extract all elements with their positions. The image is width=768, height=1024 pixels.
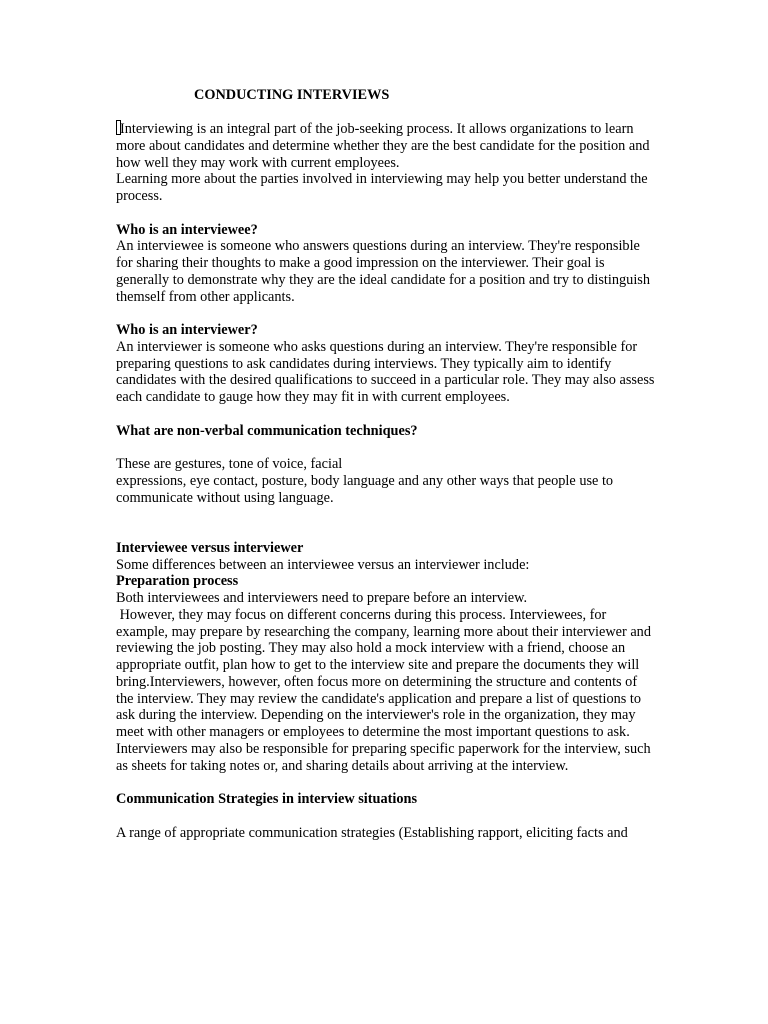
versus-paragraph: Some differences between an interviewee versus an interviewer include: [116,556,530,573]
spacer [116,439,656,456]
interviewee-paragraph: An interviewee is someone who answers questions during an interview. They're responsible for sharing their thoughts to make a good impression on the interviewer. Their goal is generally to demonstrate why they are the ideal candidate for a position and try to distinguish themself from other applicants. [116,238,650,305]
preparation-line-1: Both interviewees and interviewers need to prepare before an interview. [116,590,528,606]
spacer [116,774,656,791]
interviewer-paragraph: An interviewer is someone who asks questions during an interview. They're responsible for preparing questions to ask candidates during interviews. They typically aim to identify candidates with the desired qualifications to succeed in a particular role. They may also assess each candidate to gauge how they may fit in with current employees. [116,338,655,405]
versus-heading: Interviewee versus interviewer [116,539,304,556]
document-title: CONDUCTING INTERVIEWS [194,87,390,103]
spacer [116,305,656,322]
spacer [116,808,656,825]
preparation-paragraph: However, they may focus on different concerns during this process. Interviewees, for example, may prepare by researching the company, learning more about their interviewer and reviewing the job posting. They may also hold a mock interview with a friend, choose an appropriate outfit, plan how to get to the interview site and prepare the documents they will bring.Interviewers, however, often focus more on determining the structure and contents of the interview. They may review the candidate's application and prepare a list of questions to ask during the interview. Depending on the interviewer's role in the organization, they may meet with other managers or employees to determine the most important questions to ask. Interviewers may also be responsible for preparing specific paperwork for the interview, such as sheets for taking notes or, and sharing details about arriving at the interview. [116,606,655,774]
preparation-heading: Preparation process [116,573,239,590]
interviewer-heading: Who is an interviewer? [116,322,258,338]
nonverbal-paragraph: expressions, eye contact, posture, body language and any other ways that people use to communicate without using language. [116,472,614,506]
nonverbal-heading: What are non-verbal communication techniques? [116,422,418,439]
intro-text: Interviewing is an integral part of the job-seeking process. It allows organizations to learn more about candidates and determine whether they are the best candidate for the position and how well they may work with current employees. [116,121,650,171]
spacer [116,406,656,423]
spacer [116,205,656,222]
intro-paragraph [116,120,656,171]
intro-paragraph-2: Learning more about the parties involved in interviewing may help you better understand the process. [116,171,648,204]
document-body [116,87,656,841]
interviewee-heading: Who is an interviewee? [116,221,258,238]
nonverbal-line-1: These are gestures, tone of voice, facial [116,456,343,472]
spacer [116,506,656,540]
strategies-paragraph: A range of appropriate communication strategies (Establishing rapport, eliciting facts and [116,824,628,841]
strategies-heading: Communication Strategies in interview situations [116,791,418,807]
